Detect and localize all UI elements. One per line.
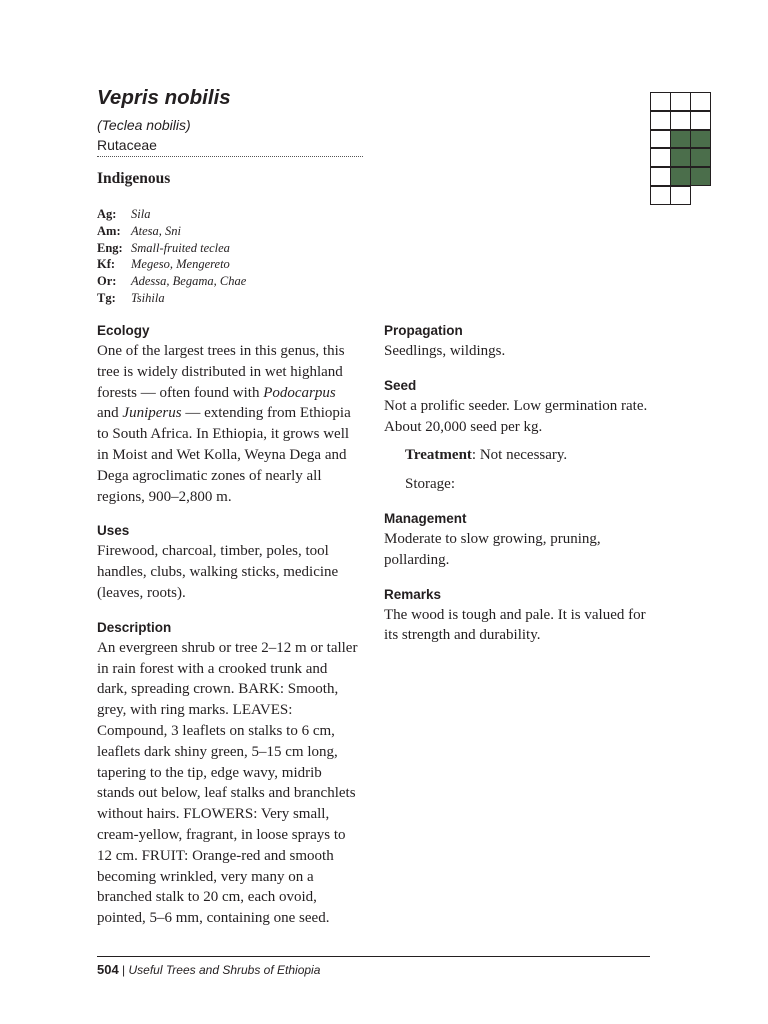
management-heading: Management: [384, 510, 467, 526]
description-text: An evergreen shrub or tree 2–12 m or taller in rain forest with a crooked trunk and dark, spreading crown. BARK: Smooth, grey, with ring marks. LEAVES: Compound, 3 leaflets on stalks to 6 cm, leaflets dark shiny green, 5–15 cm long, tapering to the tip, edge wavy, midrib stands out below, leaf stalks and branchlets without hairs. FLOWERS: Very small, cream-yellow, fragrant, in loose sprays to 12 cm. FRUIT: Orange-red and smooth becoming wrinkled, very many on a branched stalk to 20 cm, each ovoid, pointed, 5–6 mm, containing one seed.: [97, 639, 358, 927]
zone-cell-empty: [670, 186, 691, 205]
seed-treatment: [405, 445, 654, 466]
ecology-text-part: and: [97, 405, 123, 422]
zone-cell-filled: [670, 148, 691, 167]
propagation-heading: Propagation: [384, 323, 463, 338]
vernacular-row: [97, 223, 246, 240]
page-footer: [97, 962, 320, 977]
page-number: 504: [97, 962, 119, 977]
propagation-text: Seedlings, wildings.: [384, 343, 506, 359]
vernacular-names: [97, 206, 246, 307]
zone-cell-filled: [670, 167, 691, 186]
zone-grid-row: [650, 111, 710, 130]
right-column: [384, 322, 654, 661]
left-column: [97, 322, 359, 944]
status-label: Indigenous: [97, 170, 171, 187]
treatment-label: Treatment: [405, 447, 472, 464]
vernacular-row: [97, 290, 246, 307]
zone-cell-empty: [650, 92, 671, 111]
zone-grid-row: [650, 148, 710, 167]
language-code: Kf:: [97, 257, 116, 272]
zone-grid-row: [650, 186, 710, 205]
footer-divider: [97, 956, 650, 957]
zone-cell-filled: [690, 167, 711, 186]
zone-grid-row: [650, 92, 710, 111]
vernacular-row: [97, 256, 246, 273]
zone-cell-empty: [690, 111, 711, 130]
zone-cell-empty: [650, 130, 671, 149]
vernacular-name: Small-fruited teclea: [131, 240, 230, 255]
species-synonym: (Teclea nobilis): [97, 117, 191, 133]
remarks-text: The wood is tough and pale. It is valued for its strength and durability.: [384, 606, 646, 644]
remarks-heading: Remarks: [384, 586, 442, 602]
zone-cell-empty: [650, 111, 671, 130]
uses-text: Firewood, charcoal, timber, poles, tool handles, clubs, walking sticks, medicine (leaves, roots).: [97, 543, 339, 601]
ecology-text-part: — extending from Ethiopia to South Africa. In Ethiopia, it grows well in Moist and Wet Kolla, Weyna Dega and Dega agroclimatic zones of nearly all regions, 900–2,800 m.: [97, 405, 351, 505]
zone-cell-filled: [690, 148, 711, 167]
seed-heading: Seed: [384, 377, 417, 393]
language-code: Eng:: [97, 240, 123, 255]
zone-cell-filled: [670, 130, 691, 149]
vernacular-row: [97, 273, 246, 290]
vernacular-name: Megeso, Mengereto: [131, 257, 230, 272]
language-code: Or:: [97, 274, 117, 289]
zone-cell-empty: [650, 167, 671, 186]
species-title: Vepris nobilis: [97, 86, 231, 109]
zone-grid-row: [650, 167, 710, 186]
ecology-text: [97, 341, 359, 507]
vernacular-row: [97, 206, 246, 223]
ecology-genus: Juniperus: [122, 405, 182, 422]
zone-cell-empty: [650, 148, 671, 167]
footer-separator: |: [118, 963, 129, 977]
language-code: Am:: [97, 223, 121, 238]
ecology-heading: Ecology: [97, 323, 150, 338]
zone-cell-empty: [670, 111, 691, 130]
seed-text: Not a prolific seeder. Low germination rate. About 20,000 seed per kg.: [384, 397, 648, 435]
seed-storage: Storage:: [405, 476, 455, 493]
language-code: Tg:: [97, 290, 116, 305]
language-code: Ag:: [97, 207, 117, 221]
zone-grid-row: [650, 130, 710, 149]
vernacular-name: Tsihila: [131, 290, 165, 305]
vernacular-row: [97, 240, 246, 257]
species-family: Rutaceae: [97, 137, 157, 153]
zone-cell-empty: [650, 186, 671, 205]
vernacular-name: Sila: [131, 207, 151, 221]
zone-cell-empty: [670, 92, 691, 111]
description-heading: Description: [97, 619, 172, 635]
zone-cell-empty: [690, 92, 711, 111]
agroclimatic-zone-grid: [650, 92, 710, 205]
book-title: Useful Trees and Shrubs of Ethiopia: [128, 963, 321, 977]
title-divider: [97, 156, 363, 157]
vernacular-name: Adessa, Begama, Chae: [131, 274, 247, 289]
management-text: Moderate to slow growing, pruning, pollarding.: [384, 530, 601, 568]
ecology-genus: Podocarpus: [263, 384, 336, 401]
vernacular-name: Atesa, Sni: [131, 223, 181, 238]
treatment-value: : Not necessary.: [471, 447, 568, 464]
ecology-text-part: One of the largest trees in this genus, this tree is widely distributed in wet highland forests — often found with: [97, 343, 345, 401]
uses-heading: Uses: [97, 523, 130, 539]
zone-cell-filled: [690, 130, 711, 149]
